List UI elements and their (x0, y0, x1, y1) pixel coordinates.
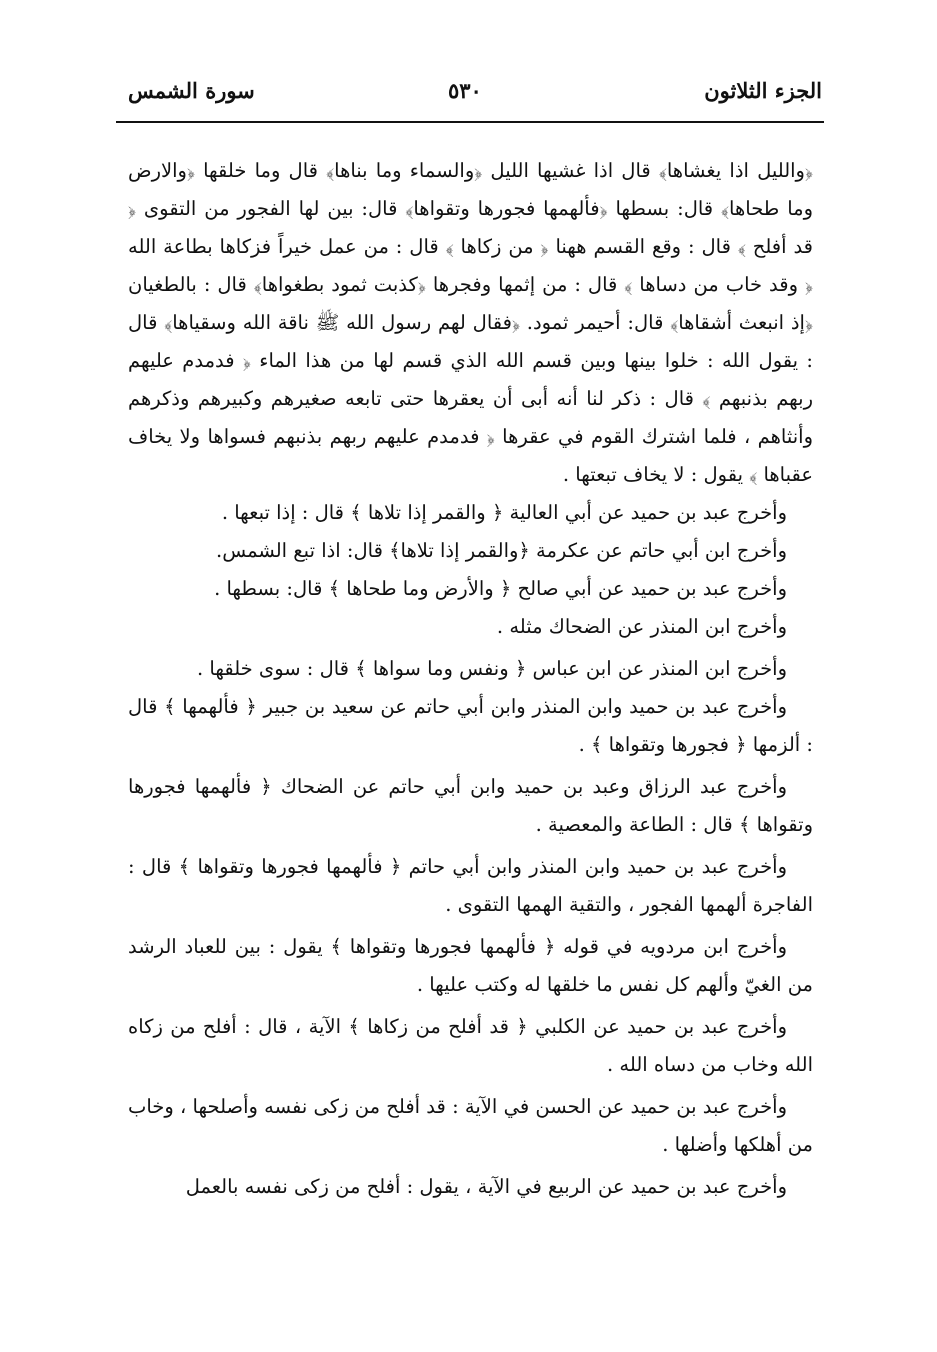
paragraph: وأخرج ابن أبي حاتم عن عكرمة ﴿والقمر إذا تلاها﴾ قال: اذا تبع الشمس. (216, 539, 787, 562)
paragraph: وأخرج عبد بن حميد وابن المنذر وابن أبي حاتم عن سعيد بن جبير ﴿ فألهمها ﴾ قال : ألزمها ﴿ فجورها وتقواها ﴾ . (128, 695, 813, 756)
paragraph: ﴿والليل اذا يغشاها﴾ قال اذا غشيها الليل ﴿والسماء وما بناها﴾ قال وما خلقها ﴿والارض وما طحاها﴾ قال: بسطها ﴿فألهمها فجورها وتقواها﴾ قال: بين لها الفجور من التقوى ﴿ قد أفلح ﴾ قال : وقع القسم ههنا ﴿ من زكاها ﴾ قال : من عمل خيراً فزكاها بطاعة الله ﴿ وقد خاب من دساها ﴾ قال : من إثمها وفجرها ﴿كذبت ثمود بطغواها﴾ قال : بالطغيان ﴿إذ انبعث أشقاها﴾ قال: أحيمر ثمود. ﴿فقال لهم رسول الله ﷺ ناقة الله وسقياها﴾ قال : يقول الله : خلوا بينها وبين قسم الله الذي قسم لها من هذا الماء ﴿ فدمدم عليهم ربهم بذنبهم ﴾ قال : ذكر لنا أنه أبى أن يعقرها حتى تابعه صغيرهم وكبيرهم وذكرهم وأنثاهم ، فلما اشترك القوم في عقرها ﴿ فدمدم عليهم ربهم بذنبهم فسواها ولا يخاف عقباها ﴾ يقول : لا يخاف تبعتها . (128, 159, 813, 486)
surah-title: سورة الشمس (128, 78, 255, 103)
paragraph: وأخرج عبد بن حميد وابن المنذر وابن أبي حاتم ﴿ فألهمها فجورها وتقواها ﴾ قال : الفاجرة ألهمها الفجور ، والتقية الهمها التقوى . (128, 855, 813, 916)
paragraph: وأخرج عبد بن حميد عن أبي صالح ﴿ والأرض وما طحاها ﴾ قال: بسطها . (214, 577, 787, 600)
paragraph: وأخرج ابن مردويه في قوله ﴿ فألهمها فجورها وتقواها ﴾ يقول : بين للعباد الرشد من الغيّ وألهم كل نفس ما خلقها له وكتب عليها . (128, 935, 813, 996)
juz-title: الجزء الثلاثون (704, 78, 822, 103)
paragraph: وأخرج عبد الرزاق وعبد بن حميد وابن أبي حاتم عن الضحاك ﴿ فألهمها فجورها وتقواها ﴾ قال : الطاعة والمعصية . (128, 775, 813, 836)
page-body (128, 152, 813, 1206)
paragraph: وأخرج عبد بن حميد عن الحسن في الآية : قد أفلح من زكى نفسه وأصلحها ، وخاب من أهلكها وأضلها . (128, 1095, 813, 1156)
running-header (118, 70, 822, 120)
paragraph: وأخرج عبد بن حميد عن الكلبي ﴿ قد أفلح من زكاها ﴾ الآية ، قال : أفلح من زكاه الله وخاب من دساه الله . (128, 1015, 813, 1076)
page-number: ٥٣٠ (448, 78, 482, 103)
paragraph: وأخرج عبد بن حميد عن أبي العالية ﴿ والقمر إذا تلاها ﴾ قال : إذا تبعها . (221, 501, 787, 524)
paragraph: وأخرج ابن المنذر عن الضحاك مثله . (496, 615, 787, 638)
paragraph: وأخرج ابن المنذر عن ابن عباس ﴿ ونفس وما سواها ﴾ قال : سوى خلقها . (197, 657, 787, 680)
header-rule (116, 121, 824, 123)
paragraph: وأخرج عبد بن حميد عن الربيع في الآية ، يقول : أفلح من زكى نفسه بالعمل (185, 1175, 787, 1198)
